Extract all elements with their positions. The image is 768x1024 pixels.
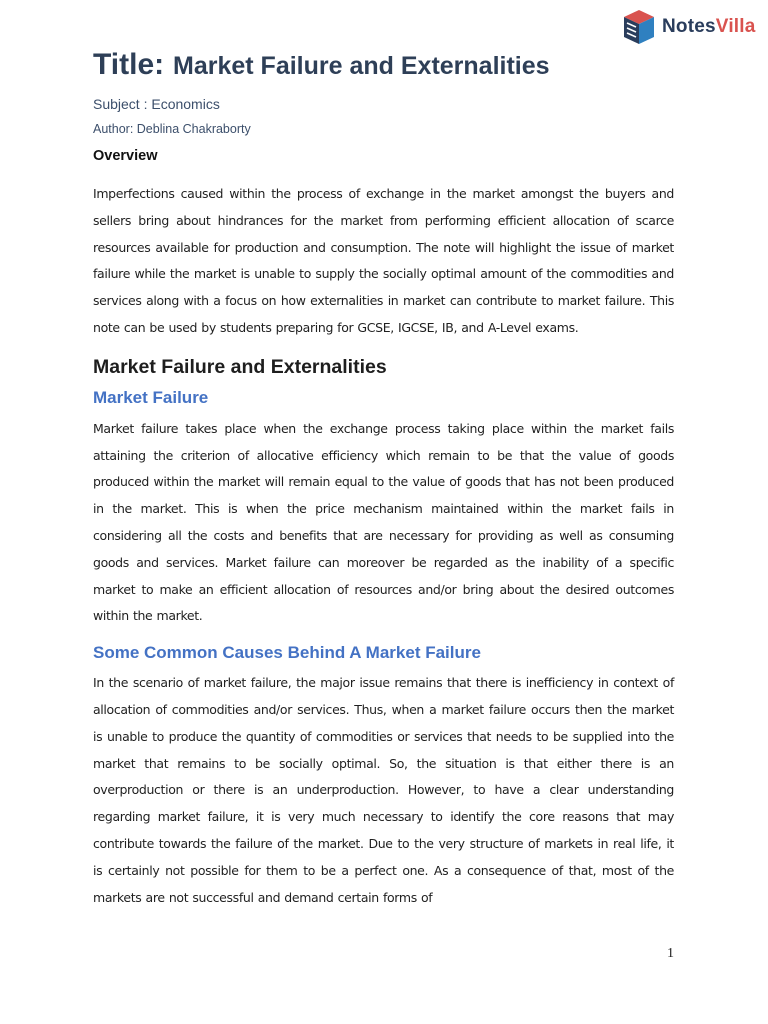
market-failure-paragraph: Market failure takes place when the exchange process taking place within the market fails attaining the criterion of allocative efficiency which remain to be that the value of goods produced within the market will remain equal to the value of goods that has not been produced in the market. This is when the price mechanism maintained within the market fails in considering all the costs and benefits that are necessary for providing as well as consuming goods and services. Market failure can moreover be regarded as the inability of a specific market to make an efficient allocation of resources and/or bring about the desired outcomes within the market. xyxy=(93,420,674,624)
book-stack-icon xyxy=(622,8,656,46)
logo-text-villa: Villa xyxy=(715,16,756,37)
section-heading: Market Failure and Externalities xyxy=(93,355,387,378)
causes-heading: Some Common Causes Behind A Market Failure xyxy=(93,643,481,663)
market-failure-heading: Market Failure xyxy=(93,387,209,407)
title-prefix: Title: xyxy=(93,48,165,81)
page-number: 1 xyxy=(667,946,674,961)
document-body xyxy=(93,46,674,911)
document-subject: Subject : Economics xyxy=(93,96,220,112)
causes-paragraph: In the scenario of market failure, the major issue remains that there is inefficiency in context of allocation of commodities and/or services. Thus, when a market failure occurs then the market is unable to produce the quantity of commodities or services that needs to be supplied into the market that remains to be socially optimal. So, the situation is that either there is an overproduction or there is an underproduction. However, to have a clear understanding regarding market failure, it is very much necessary to identify the core reasons that may contribute towards the failure of the market. Due to the very structure of markets in real life, it is certainly not possible for them to be a perfect one. As a consequence of that, most of the markets are not successful and demand certain forms of xyxy=(93,675,674,905)
logo-text-notes: Notes xyxy=(662,16,716,37)
document-author: Author: Deblina Chakraborty xyxy=(93,122,251,136)
overview-paragraph: Imperfections caused within the process of exchange in the market amongst the buyers and sellers bring about hindrances for the market from performing efficient allocation of scarce resources available for production and consumption. The note will highlight the issue of market failure while the market is unable to supply the socially optimal amount of the commodities and services along with a focus on how externalities in market can contribute to market failure. This note can be used by students preparing for GCSE, IGCSE, IB, and A-Level exams. xyxy=(93,186,674,335)
overview-heading: Overview xyxy=(93,148,158,164)
title-main: Market Failure and Externalities xyxy=(173,52,550,80)
notesvilla-logo[interactable] xyxy=(622,8,756,46)
document-title xyxy=(93,46,674,83)
logo-wordmark xyxy=(662,16,756,38)
